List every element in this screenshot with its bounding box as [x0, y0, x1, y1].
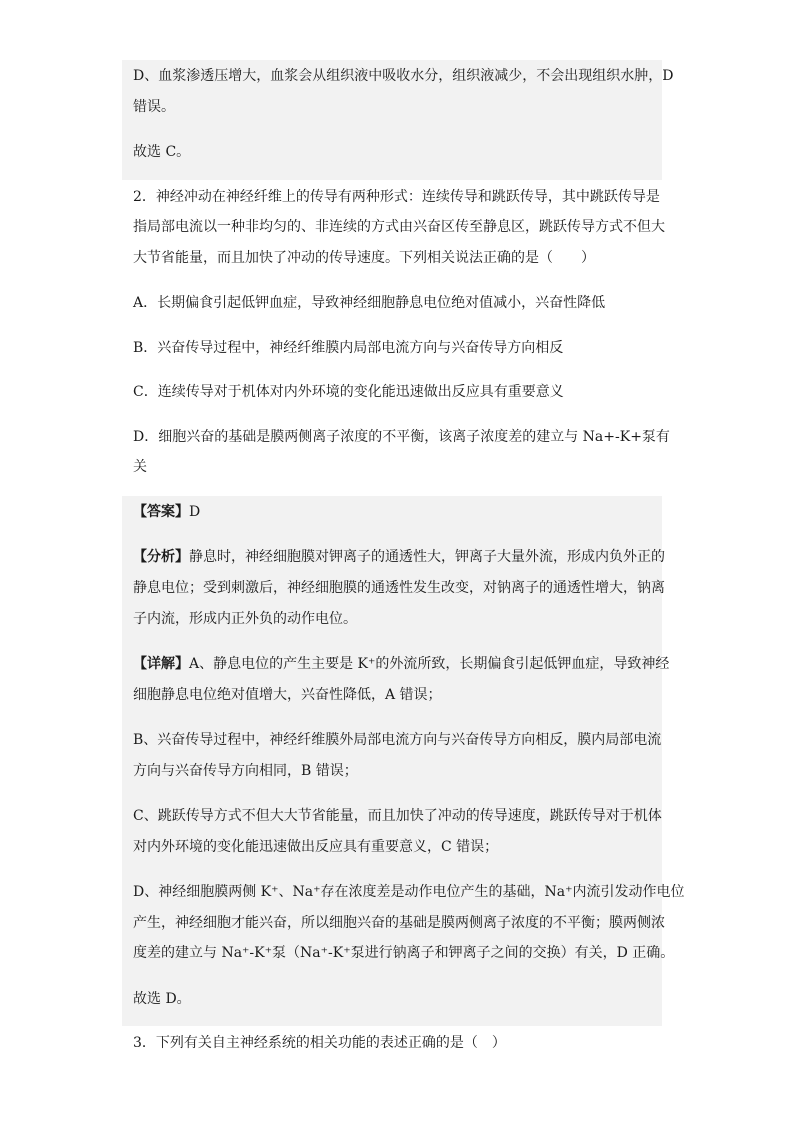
answer-label: 【答案】 [133, 504, 189, 520]
q2-option-d-line2: 关 [133, 459, 147, 475]
answer-value: D [189, 504, 201, 520]
q2-option-a: A．长期偏食引起低钾血症，导致神经细胞静息电位绝对值减小，兴奋性降低 [133, 295, 606, 311]
q2-conclusion: 故选 D。 [133, 991, 191, 1007]
q2-detail-d-line3: 度差的建立与 Na⁺-K⁺泵（Na⁺-K⁺泵进行钠离子和钾离子之间的交换）有关，D 正确。 [133, 945, 675, 961]
analysis-text: 静息时，神经细胞膜对钾离子的通透性大，钾离子大量外流，形成内负外正的 [189, 549, 665, 565]
q2-detail-a-line2: 细胞静息电位绝对值增大，兴奋性降低，A 错误； [133, 687, 442, 703]
detail-a-text: A、静息电位的产生主要是 K⁺的外流所致，长期偏食引起低钾血症，导致神经 [189, 656, 670, 672]
detail-label: 【详解】 [133, 656, 189, 672]
q2-option-b: B．兴奋传导过程中，神经纤维膜内局部电流方向与兴奋传导方向相反 [133, 340, 564, 356]
q2-detail-d-line2: 产生，神经细胞才能兴奋，所以细胞兴奋的基础是膜两侧离子浓度的不平衡；膜两侧浓 [133, 915, 665, 931]
analysis-label: 【分析】 [133, 549, 189, 565]
q2-detail-c-line1: C、跳跃传导方式不但大大节省能量，而且加快了冲动的传导速度，跳跃传导对于机体 [133, 808, 662, 824]
q2-analysis-line3: 子内流，形成内正外负的动作电位。 [133, 611, 357, 627]
q2-option-d-line1: D．细胞兴奋的基础是膜两侧离子浓度的不平衡，该离子浓度差的建立与 Na+-K+泵有 [133, 429, 670, 445]
q3-stem: 3．下列有关自主神经系统的相关功能的表述正确的是（ ） [133, 1035, 506, 1051]
q2-stem-line3: 大节省能量，而且加快了冲动的传导速度。下列相关说法正确的是（ ） [133, 250, 595, 266]
q2-detail-a-line1 [133, 654, 669, 674]
prev-option-d-line1: D、血浆渗透压增大，血浆会从组织液中吸收水分，组织液减少，不会出现组织水肿，D [133, 68, 674, 84]
prev-option-d-line2: 错误。 [133, 99, 175, 115]
q2-option-c: C．连续传导对于机体对内外环境的变化能迅速做出反应具有重要意义 [133, 384, 564, 400]
q2-analysis-line1 [133, 547, 665, 567]
q2-detail-b-line1: B、兴奋传导过程中，神经纤维膜外局部电流方向与兴奋传导方向相反，膜内局部电流 [133, 732, 662, 748]
q2-stem-line1: 2．神经冲动在神经纤维上的传导有两种形式：连续传导和跳跃传导，其中跳跃传导是 [133, 189, 660, 205]
prev-conclusion: 故选 C。 [133, 144, 191, 160]
q2-analysis-line2: 静息电位；受到刺激后，神经细胞膜的通透性发生改变，对钠离子的通透性增大，钠离 [133, 580, 665, 596]
q2-detail-b-line2: 方向与兴奋传导方向相同，B 错误； [133, 763, 358, 779]
q2-detail-d-line1: D、神经细胞膜两侧 K⁺、Na⁺存在浓度差是动作电位产生的基础，Na⁺内流引发动作电位 [133, 884, 685, 900]
q2-stem-line2: 指局部电流以一种非均匀的、非连续的方式由兴奋区传至静息区，跳跃传导方式不但大 [133, 219, 665, 235]
q2-answer [133, 502, 200, 522]
q2-detail-c-line2: 对内外环境的变化能迅速做出反应具有重要意义，C 错误； [133, 839, 499, 855]
